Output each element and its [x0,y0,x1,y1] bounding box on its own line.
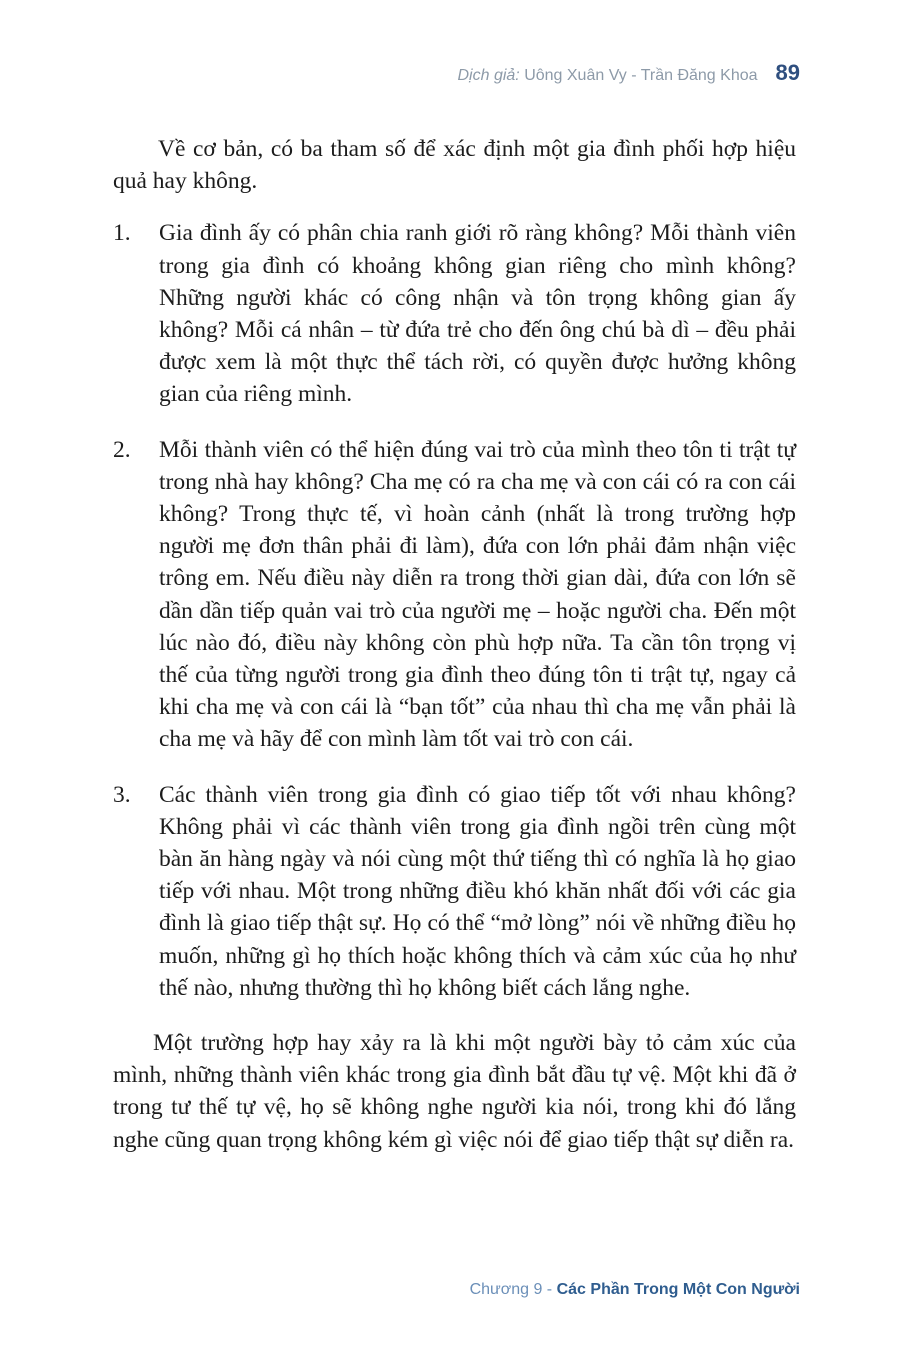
chapter-title: Các Phần Trong Một Con Người [556,1281,800,1298]
list-item [113,217,796,410]
translator-names: Uông Xuân Vy - Trần Đăng Khoa [524,67,758,84]
page-number: 89 [775,60,800,85]
list-item-text: Các thành viên trong gia đình có giao tiếp tốt với nhau không? Không phải vì các thành viên trong gia đình ngồi trên cùng một bàn ăn hàng ngày và nói cùng một thứ tiếng thì có nghĩa là họ giao tiếp với nhau. Một trong những điều khó khăn nhất đối với các gia đình là giao tiếp thật sự. Họ có thể “mở lòng” nói về những điều họ muốn, những gì họ thích hoặc không thích và cảm xúc của họ như thế nào, nhưng thường thì họ không biết cách lắng nghe. [159,781,796,1001]
list-number: 1. [113,220,131,247]
running-header [457,60,800,86]
list-item-text: Mỗi thành viên có thể hiện đúng vai trò của mình theo tôn ti trật tự trong nhà hay không? Cha mẹ có ra cha mẹ và con cái có ra con cái không? Trong thực tế, vì hoàn cảnh (nhất là trong trường hợp người mẹ đơn thân phải đi làm), đứa con lớn phải đảm nhận việc trông em. Nếu điều này diễn ra trong thời gian dài, đứa con lớn sẽ dần dần tiếp quản vai trò của người mẹ – hoặc người cha. Đến một lúc nào đó, điều này không còn phù hợp nữa. Ta cần tôn trọng vị thế của từng người trong gia đình theo đúng tôn ti trật tự, ngay cả khi cha mẹ và con cái là “bạn tốt” của nhau thì cha mẹ vẫn phải là cha mẹ và hãy để con mình làm tốt vai trò con cái. [159,436,796,753]
list-item [113,434,796,756]
numbered-list [113,217,796,1004]
chapter-label: Chương 9 - [469,1281,553,1298]
page-body [113,133,796,1156]
list-number: 2. [113,436,131,463]
closing-paragraph: Một trường hợp hay xảy ra là khi một người bày tỏ cảm xúc của mình, những thành viên khác trong gia đình bắt đầu tự vệ. Một khi đã ở trong tư thế tự vệ, họ sẽ không nghe người kia nói, trong khi đó lắng nghe cũng quan trọng không kém gì việc nói để giao tiếp thật sự diễn ra. [113,1030,796,1153]
list-number: 3. [113,781,131,808]
list-item-text: Gia đình ấy có phân chia ranh giới rõ ràng không? Mỗi thành viên trong gia đình có khoảng không gian riêng cho mình không? Những người khác có công nhận và tôn trọng không gian ấy không? Mỗi cá nhân – từ đứa trẻ cho đến ông chú bà dì – đều phải được xem là một thực thể tách rời, có quyền được hưởng không gian của riêng mình. [159,220,796,408]
running-footer [470,1281,800,1299]
list-item [113,779,796,1004]
translator-label: Dịch giả: [457,67,520,84]
intro-paragraph: Về cơ bản, có ba tham số để xác định một gia đình phối hợp hiệu quả hay không. [113,136,796,195]
